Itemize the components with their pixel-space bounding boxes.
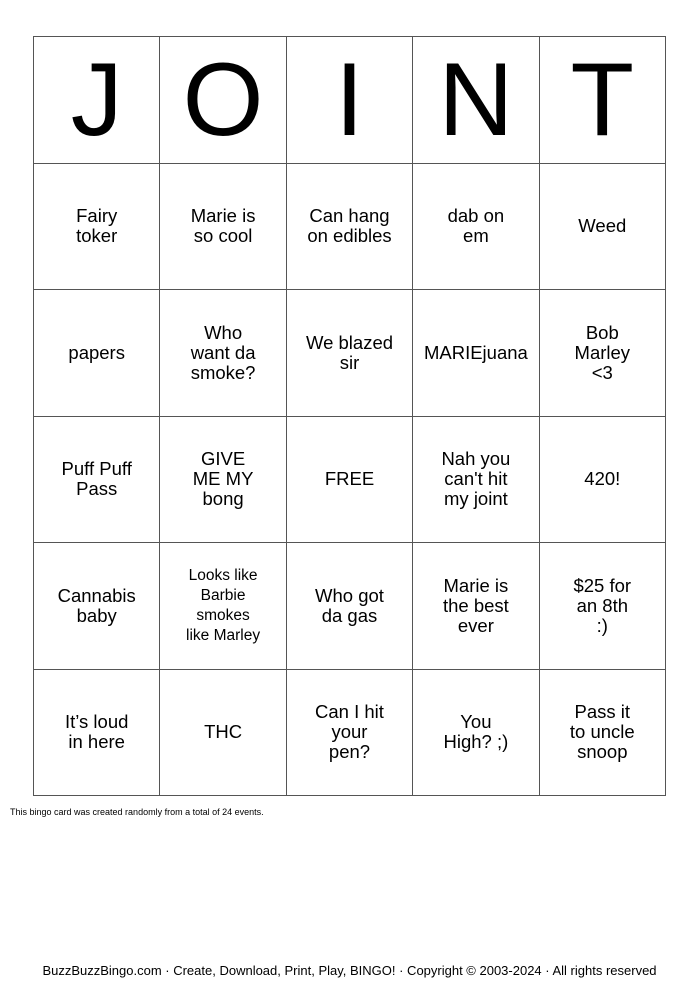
bingo-cell: Fairy toker: [34, 164, 160, 291]
bingo-cell: Can I hit your pen?: [287, 670, 413, 797]
bingo-cell: Pass it to uncle snoop: [540, 670, 666, 797]
bingo-cell: $25 for an 8th :): [540, 543, 666, 670]
bingo-cell: Bob Marley <3: [540, 290, 666, 417]
bingo-cell: It’s loud in here: [34, 670, 160, 797]
footer-copyright: BuzzBuzzBingo.com · Create, Download, Print, Play, BINGO! · Copyright © 2003-2024 · All rights reserved: [42, 963, 657, 978]
header-letter: T: [540, 37, 666, 164]
free-cell: FREE: [287, 417, 413, 544]
bingo-cell: We blazed sir: [287, 290, 413, 417]
bingo-cell: Looks like Barbie smokes like Marley: [160, 543, 286, 670]
bingo-cell: 420!: [540, 417, 666, 544]
card-note: This bingo card was created randomly from a total of 24 events.: [10, 807, 264, 817]
header-letter: J: [34, 37, 160, 164]
bingo-cell: dab on em: [413, 164, 539, 291]
bingo-cell: Cannabis baby: [34, 543, 160, 670]
bingo-cell: GIVE ME MY bong: [160, 417, 286, 544]
bingo-cell: Puff Puff Pass: [34, 417, 160, 544]
header-letter: O: [160, 37, 286, 164]
bingo-cell: Who got da gas: [287, 543, 413, 670]
bingo-cell: Weed: [540, 164, 666, 291]
bingo-cell: Can hang on edibles: [287, 164, 413, 291]
bingo-cell: Marie is so cool: [160, 164, 286, 291]
bingo-cell: Nah you can't hit my joint: [413, 417, 539, 544]
header-letter: I: [287, 37, 413, 164]
bingo-cell: Who want da smoke?: [160, 290, 286, 417]
bingo-cell: papers: [34, 290, 160, 417]
bingo-cell: You High? ;): [413, 670, 539, 797]
header-letter: N: [413, 37, 539, 164]
bingo-cell: THC: [160, 670, 286, 797]
bingo-cell: MARIEjuana: [413, 290, 539, 417]
bingo-card: [33, 36, 666, 796]
bingo-cell: Marie is the best ever: [413, 543, 539, 670]
